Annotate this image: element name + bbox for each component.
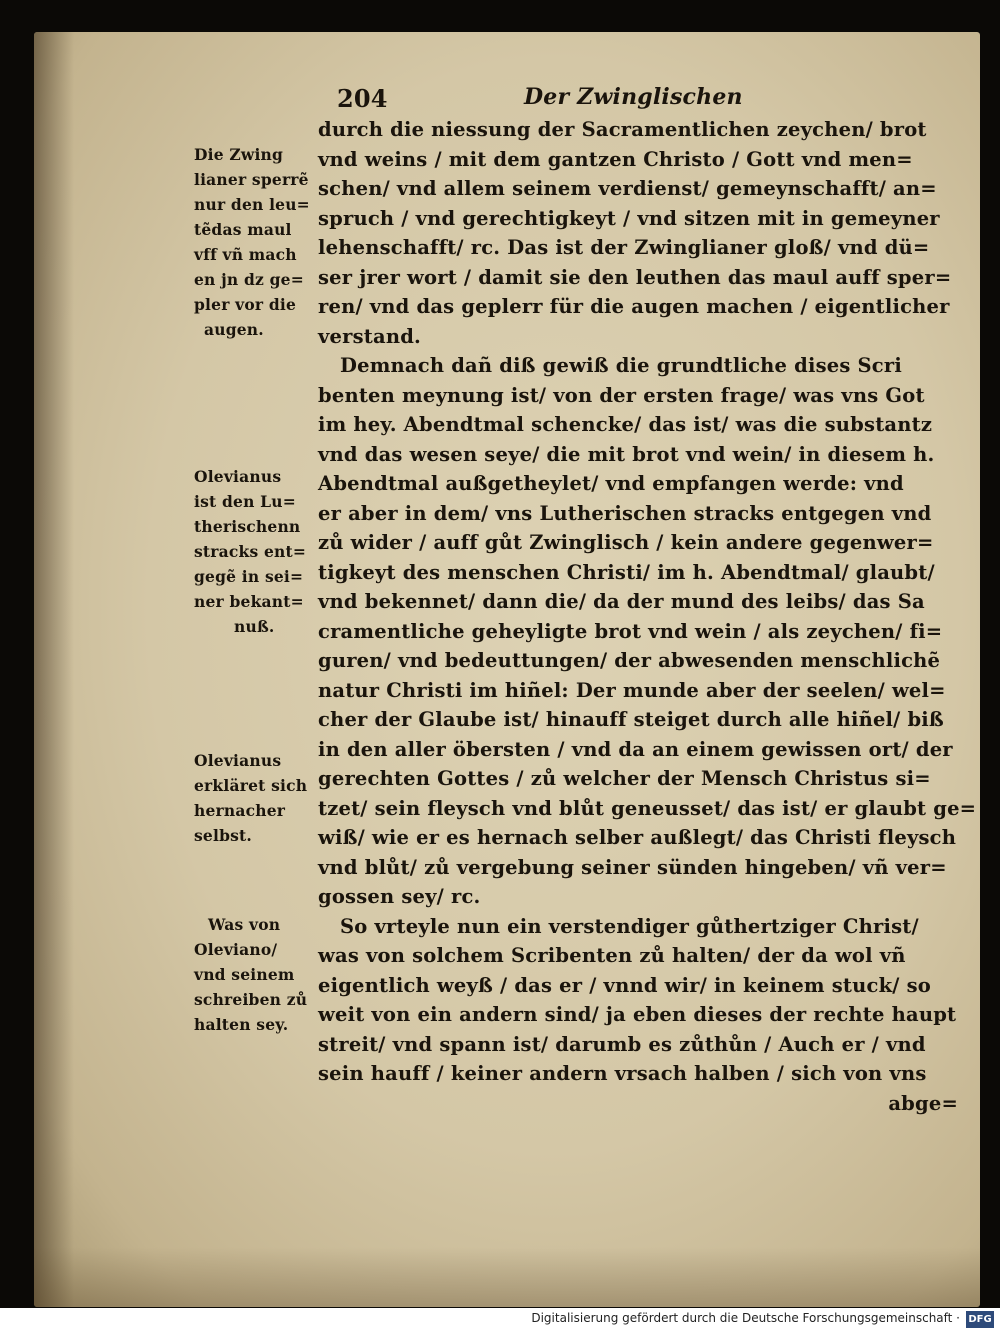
text-line: durch die niessung der Sacramentlichen zeychen/ brot: [318, 118, 927, 141]
note-line: Die Zwing: [194, 145, 284, 164]
footer-bar: [0, 1308, 1000, 1332]
note-line: gegẽ in sei=: [194, 567, 304, 586]
text-line: vnd das wesen seye/ die mit brot vnd wein/ in diesem h.: [318, 442, 935, 466]
text-line: zů wider / auff gůt Zwinglisch / kein andere gegenwer=: [318, 531, 934, 554]
note-line: Was von: [208, 915, 281, 934]
body-text: [318, 115, 977, 1118]
text-line: So vrteyle nun ein verstendiger gůthertziger Christ/: [340, 914, 919, 938]
note-line: en jn dz ge=: [194, 270, 304, 289]
text-line: schen/ vnd allem seinem verdienst/ gemeynschafft/ an=: [318, 177, 937, 200]
text-line: tigkeyt des menschen Christi/ im h. Abendtmal/ glaubt/: [318, 560, 935, 584]
text-line: natur Christi im hiñel: Der munde aber der seelen/ wel=: [318, 678, 946, 702]
margin-note-4: [194, 912, 322, 1037]
note-line: ist den Lu=: [194, 492, 296, 511]
text-line: Abendtmal außgetheylet/ vnd empfangen werde: vnd: [318, 472, 904, 495]
text-line: in den aller öbersten / vnd da an einem gewissen ort/ der: [318, 737, 953, 761]
note-line: hernacher: [194, 801, 286, 820]
text-line: cramentliche geheyligte brot vnd wein / als zeychen/ fi=: [318, 619, 943, 643]
text-line: tzet/ sein fleysch vnd blůt geneusset/ das ist/ er glaubt ge=: [318, 796, 977, 820]
note-line: vff vñ mach: [194, 245, 297, 264]
margin-note-1: [194, 142, 322, 342]
text-line: vnd bekennet/ dann die/ da der mund des leibs/ das Sa: [318, 590, 925, 613]
dfg-logo-icon: DFG: [966, 1311, 994, 1328]
note-line: therischenn: [194, 517, 301, 536]
note-line: augen.: [204, 320, 264, 339]
text-line: weit von ein andern sind/ ja eben dieses der rechte haupt: [318, 1003, 957, 1026]
text-line: streit/ vnd spann ist/ darumb es zůthůn / Auch er / vnd: [318, 1032, 926, 1056]
note-line: ner bekant=: [194, 592, 304, 611]
note-line: Oleviano/: [194, 940, 278, 959]
note-line: erkläret sich: [194, 776, 308, 795]
text-line: im hey. Abendtmal schencke/ das ist/ was die substantz: [318, 413, 933, 436]
note-line: lianer sperrẽ: [194, 170, 309, 189]
note-line: selbst.: [194, 826, 252, 845]
note-line: stracks ent=: [194, 542, 307, 561]
text-line: wiß/ wie er es hernach selber außlegt/ das Christi fleysch: [318, 826, 957, 849]
note-line: Olevianus: [194, 751, 282, 770]
text-line: gerechten Gottes / zů welcher der Mensch Christus si=: [318, 767, 931, 790]
note-line: vnd seinem: [194, 965, 295, 984]
text-line: verstand.: [318, 324, 422, 348]
catchword: abge=: [888, 1091, 958, 1115]
text-line: eigentlich weyß / das er / vnnd wir/ in keinem stuck/ so: [318, 973, 931, 997]
text-line: gossen sey/ rc.: [318, 885, 481, 908]
text-line: was von solchem Scribenten zů halten/ der da wol vñ: [318, 944, 906, 967]
text-line: er aber in dem/ vns Lutherischen stracks entgegen vnd: [318, 501, 932, 525]
page-number: 204: [337, 84, 388, 113]
text-line: guren/ vnd bedeuttungen/ der abwesenden menschlichẽ: [318, 649, 941, 672]
text-line: Demnach dañ diß gewiß die grundtliche dises Scri: [340, 354, 902, 377]
note-line: pler vor die: [194, 295, 297, 314]
running-head: Der Zwinglischen: [524, 84, 743, 110]
margin-note-3: [194, 748, 322, 848]
text-line: lehenschafft/ rc. Das ist der Zwinglianer gloß/ vnd dü=: [318, 236, 930, 259]
text-line: vnd weins / mit dem gantzen Christo / Gott vnd men=: [318, 147, 913, 171]
note-line: schreiben zů: [194, 990, 308, 1009]
text-line: cher der Glaube ist/ hinauff steiget durch alle hiñel/ biß: [318, 708, 944, 731]
note-line: nur den leu=: [194, 195, 310, 214]
margin-note-2: [194, 464, 322, 639]
text-line: benten meynung ist/ von der ersten frage/ was vns Got: [318, 383, 925, 407]
note-line: nuß.: [234, 617, 275, 636]
digitization-credit: Digitalisierung gefördert durch die Deutsche Forschungsgemeinschaft ·: [531, 1311, 960, 1325]
text-line: ser jrer wort / damit sie den leuthen das maul auff sper=: [318, 265, 952, 289]
note-line: Olevianus: [194, 467, 282, 486]
text-line: ren/ vnd das geplerr für die augen machen / eigentlicher: [318, 295, 950, 318]
note-line: tẽdas maul: [194, 220, 292, 239]
note-line: halten sey.: [194, 1015, 289, 1034]
text-line: sein hauff / keiner andern vrsach halben / sich von vns: [318, 1062, 927, 1085]
text-line: vnd blůt/ zů vergebung seiner sünden hingeben/ vñ ver=: [318, 855, 947, 879]
book-page: [34, 32, 980, 1307]
text-line: spruch / vnd gerechtigkeyt / vnd sitzen mit in gemeyner: [318, 206, 940, 230]
